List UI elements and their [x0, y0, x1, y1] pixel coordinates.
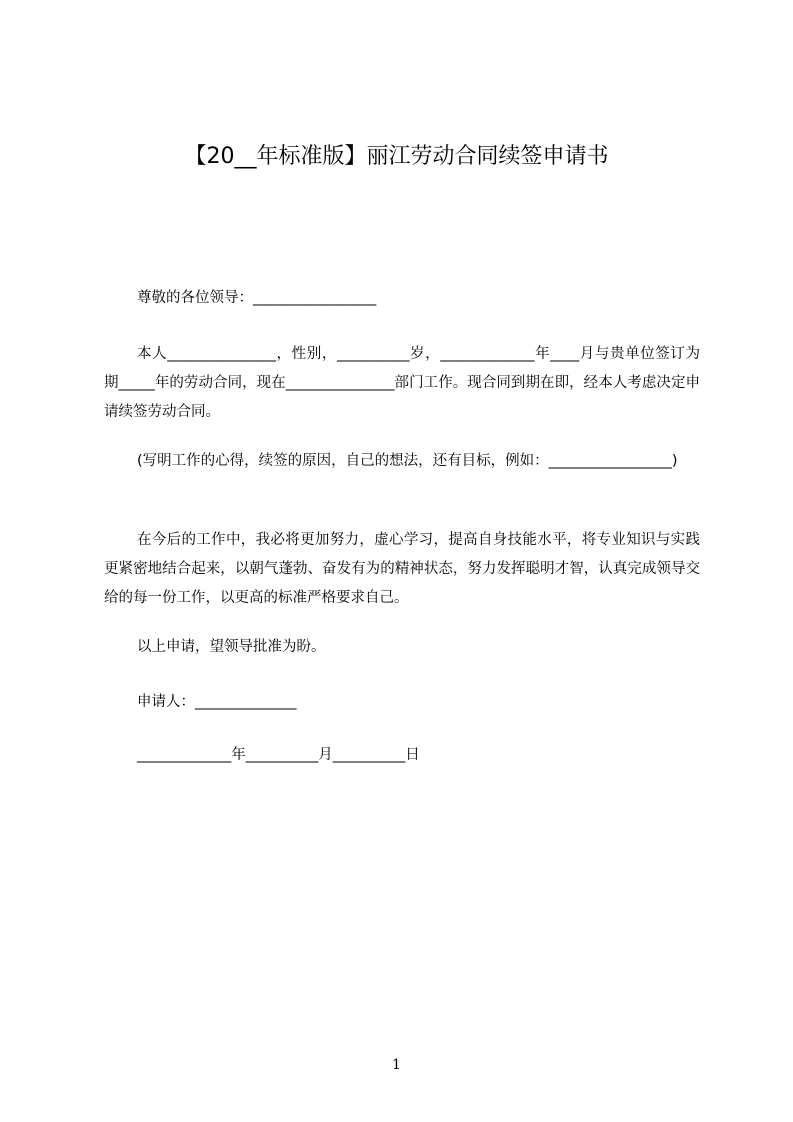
- note-paragraph: (写明工作的心得，续签的原因，自己的想法，还有目标，例如：_________________): [137, 453, 678, 469]
- closing-line: 以上申请，望领导批准为盼。: [137, 639, 326, 655]
- salutation-line: 尊敬的各位领导：_________________: [137, 290, 377, 306]
- body-paragraph-2: 在今后的工作中，我必将更加努力，虚心学习，提高自身技能水平，将专业知识与实践更紧密地结合起来，以朝气蓬勃、奋发有为的精神状态，努力发挥聪明才智，认真完成领导交给的每一份工作，以更高的标准严格要求自己。: [104, 532, 700, 606]
- body-paragraph-1: 本人_______________，性别，__________岁，_____________年____月与贵单位签订为期_____年的劳动合同，现在_______________部门工作。现合同到期在即，经本人考虑决定申请续签劳动合同。: [104, 346, 700, 420]
- page-number: 1: [392, 1057, 401, 1073]
- date-line: _____________年__________月__________日: [137, 747, 420, 763]
- document-title: 【20__年标准版】丽江劳动合同续签申请书: [184, 144, 609, 169]
- signer-line: 申请人：______________: [137, 694, 297, 710]
